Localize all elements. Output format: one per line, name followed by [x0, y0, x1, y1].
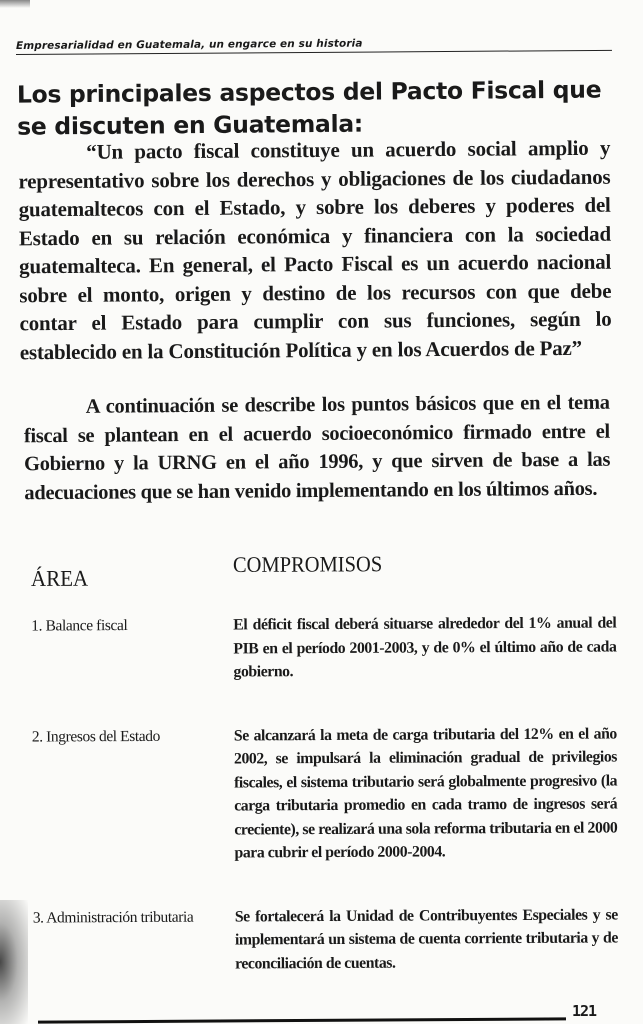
- area-cell: 1. Balance fiscal: [31, 617, 128, 635]
- compromiso-cell: Se alcanzará la meta de carga tributaria del 12% en el año 2002, se impulsará la eliminación gradual de privilegios fiscales, el sistema tributario será globalmente progresivo (la carga tributaria promedio en cada tramo de ingresos será creciente), se realizará una sola reforma tributaria en el 2000 para cubrir el período 2000-2004.: [233, 724, 618, 862]
- table-header-row: [31, 553, 616, 602]
- compromiso-cell: Se fortalecerá la Unidad de Contribuyentes Especiales y se implementará un sistema de cuenta corriente tributaria y de reconciliación de cuentas.: [234, 905, 618, 972]
- table-row: [33, 903, 618, 977]
- column-header-compromisos: COMPROMISOS: [232, 552, 383, 578]
- table-row: [32, 722, 618, 866]
- intro-paragraph: A continuación se describe los puntos básicos que en el tema fiscal se plantean en el acuerdo socioeconómico firmado entre el Gobierno y la URNG en el año 1996, y que sirven de base a las adecuaciones que se han venido implementando en los últimos años.: [23, 391, 611, 504]
- section-title: Los principales aspectos del Pacto Fiscal que se discuten en Guatemala:: [16, 75, 602, 141]
- quote-paragraph: “Un pacto fiscal constituye un acuerdo social amplio y representativo sobre los derechos y obligaciones de los ciudadanos guatemaltecos con el Estado, y sobre los deberes y poderes del Estado en su relación económica y financiera con la sociedad guatemalteca. En general, el Pacto Fiscal es un acuerdo nacional sobre el monto, origen y destino de los recursos con que debe contar el Estado para cumplir con sus funciones, según lo establecido en la Constitución Política y en los Acuerdos de Paz”: [18, 135, 612, 364]
- area-cell: 3. Administración tributaria: [32, 908, 194, 927]
- commitments-table: [31, 553, 618, 976]
- compromiso-cell: El déficit fiscal deberá situarse alrededor del 1% anual del PIB en el período 2001-2003, y de 0% el último año de cada gobierno.: [233, 614, 617, 681]
- column-header-area: ÁREA: [30, 565, 89, 592]
- page-edge-shadow-top: [0, 0, 30, 8]
- area-cell: 2. Ingresos del Estado: [31, 727, 160, 746]
- running-header: Empresarialidad en Guatemala, un engarce en su historia: [16, 36, 612, 55]
- table-row: [31, 611, 616, 685]
- footer-rule: [38, 1017, 566, 1023]
- page-edge-shadow-left: [0, 900, 28, 1024]
- page-number: 121: [572, 1002, 597, 1020]
